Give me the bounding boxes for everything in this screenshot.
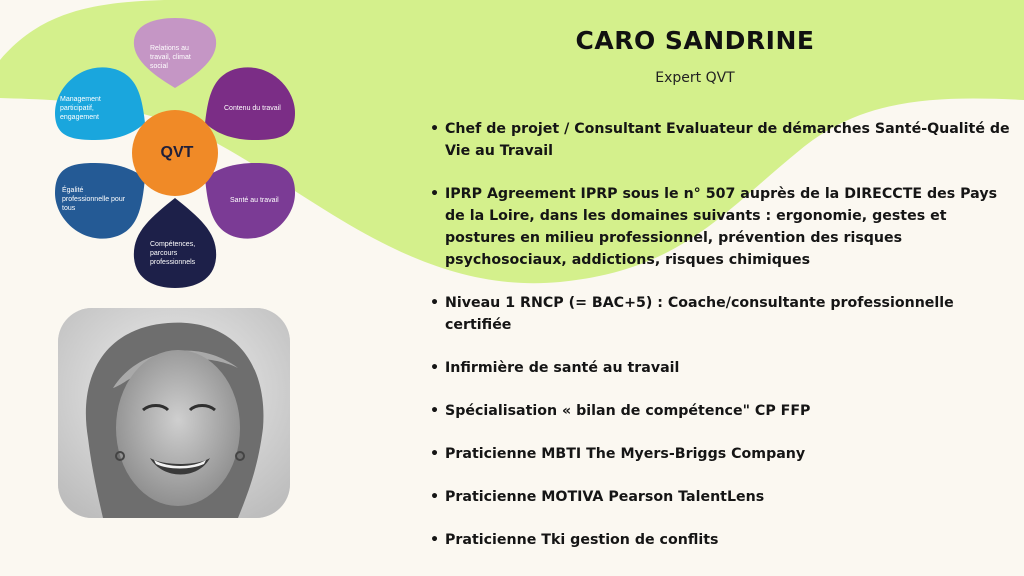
petal-label-sante: Santé au travail	[230, 197, 279, 204]
profile-photo	[58, 308, 290, 518]
petal-label-relations: Relations au travail, climat social	[150, 45, 191, 70]
list-item: • Praticienne Tki gestion de conflits	[428, 529, 1018, 551]
list-item: • Praticienne MBTI The Myers-Briggs Company	[428, 443, 1018, 465]
profile-title: Expert QVT	[655, 70, 735, 86]
list-item: • Infirmière de santé au travail	[428, 357, 1018, 379]
petal-label-competences: Compétences, parcours professionnels	[150, 241, 196, 266]
qualifications-list	[428, 118, 1018, 551]
list-item: • Praticienne MOTIVA Pearson TalentLens	[428, 486, 1018, 508]
petal-label-egalite: Égalité professionnelle pour tous	[62, 187, 126, 212]
list-item: • Spécialisation « bilan de compétence" CP FFP	[428, 400, 1018, 422]
list-item: • IPRP Agreement IPRP sous le n° 507 auprès de la DIRECCTE des Pays de la Loire, dans les domaines suivants : ergonomie, gestes et postures en milieu professionnel, prévention des risques psychosociaux, addictions, risques chimiques	[428, 183, 1018, 271]
portrait-image	[58, 308, 290, 518]
petal-label-contenu: Contenu du travail	[224, 105, 281, 112]
qvt-diagram	[40, 18, 310, 290]
profile-name: CARO SANDRINE	[575, 26, 815, 55]
list-item: • Niveau 1 RNCP (= BAC+5) : Coache/consultante professionnelle certifiée	[428, 292, 1018, 336]
petal-label-management: Management participatif, engagement	[60, 96, 101, 121]
qvt-center-label: QVT	[160, 144, 194, 161]
list-item: • Chef de projet / Consultant Evaluateur de démarches Santé-Qualité de Vie au Travail	[428, 118, 1018, 162]
